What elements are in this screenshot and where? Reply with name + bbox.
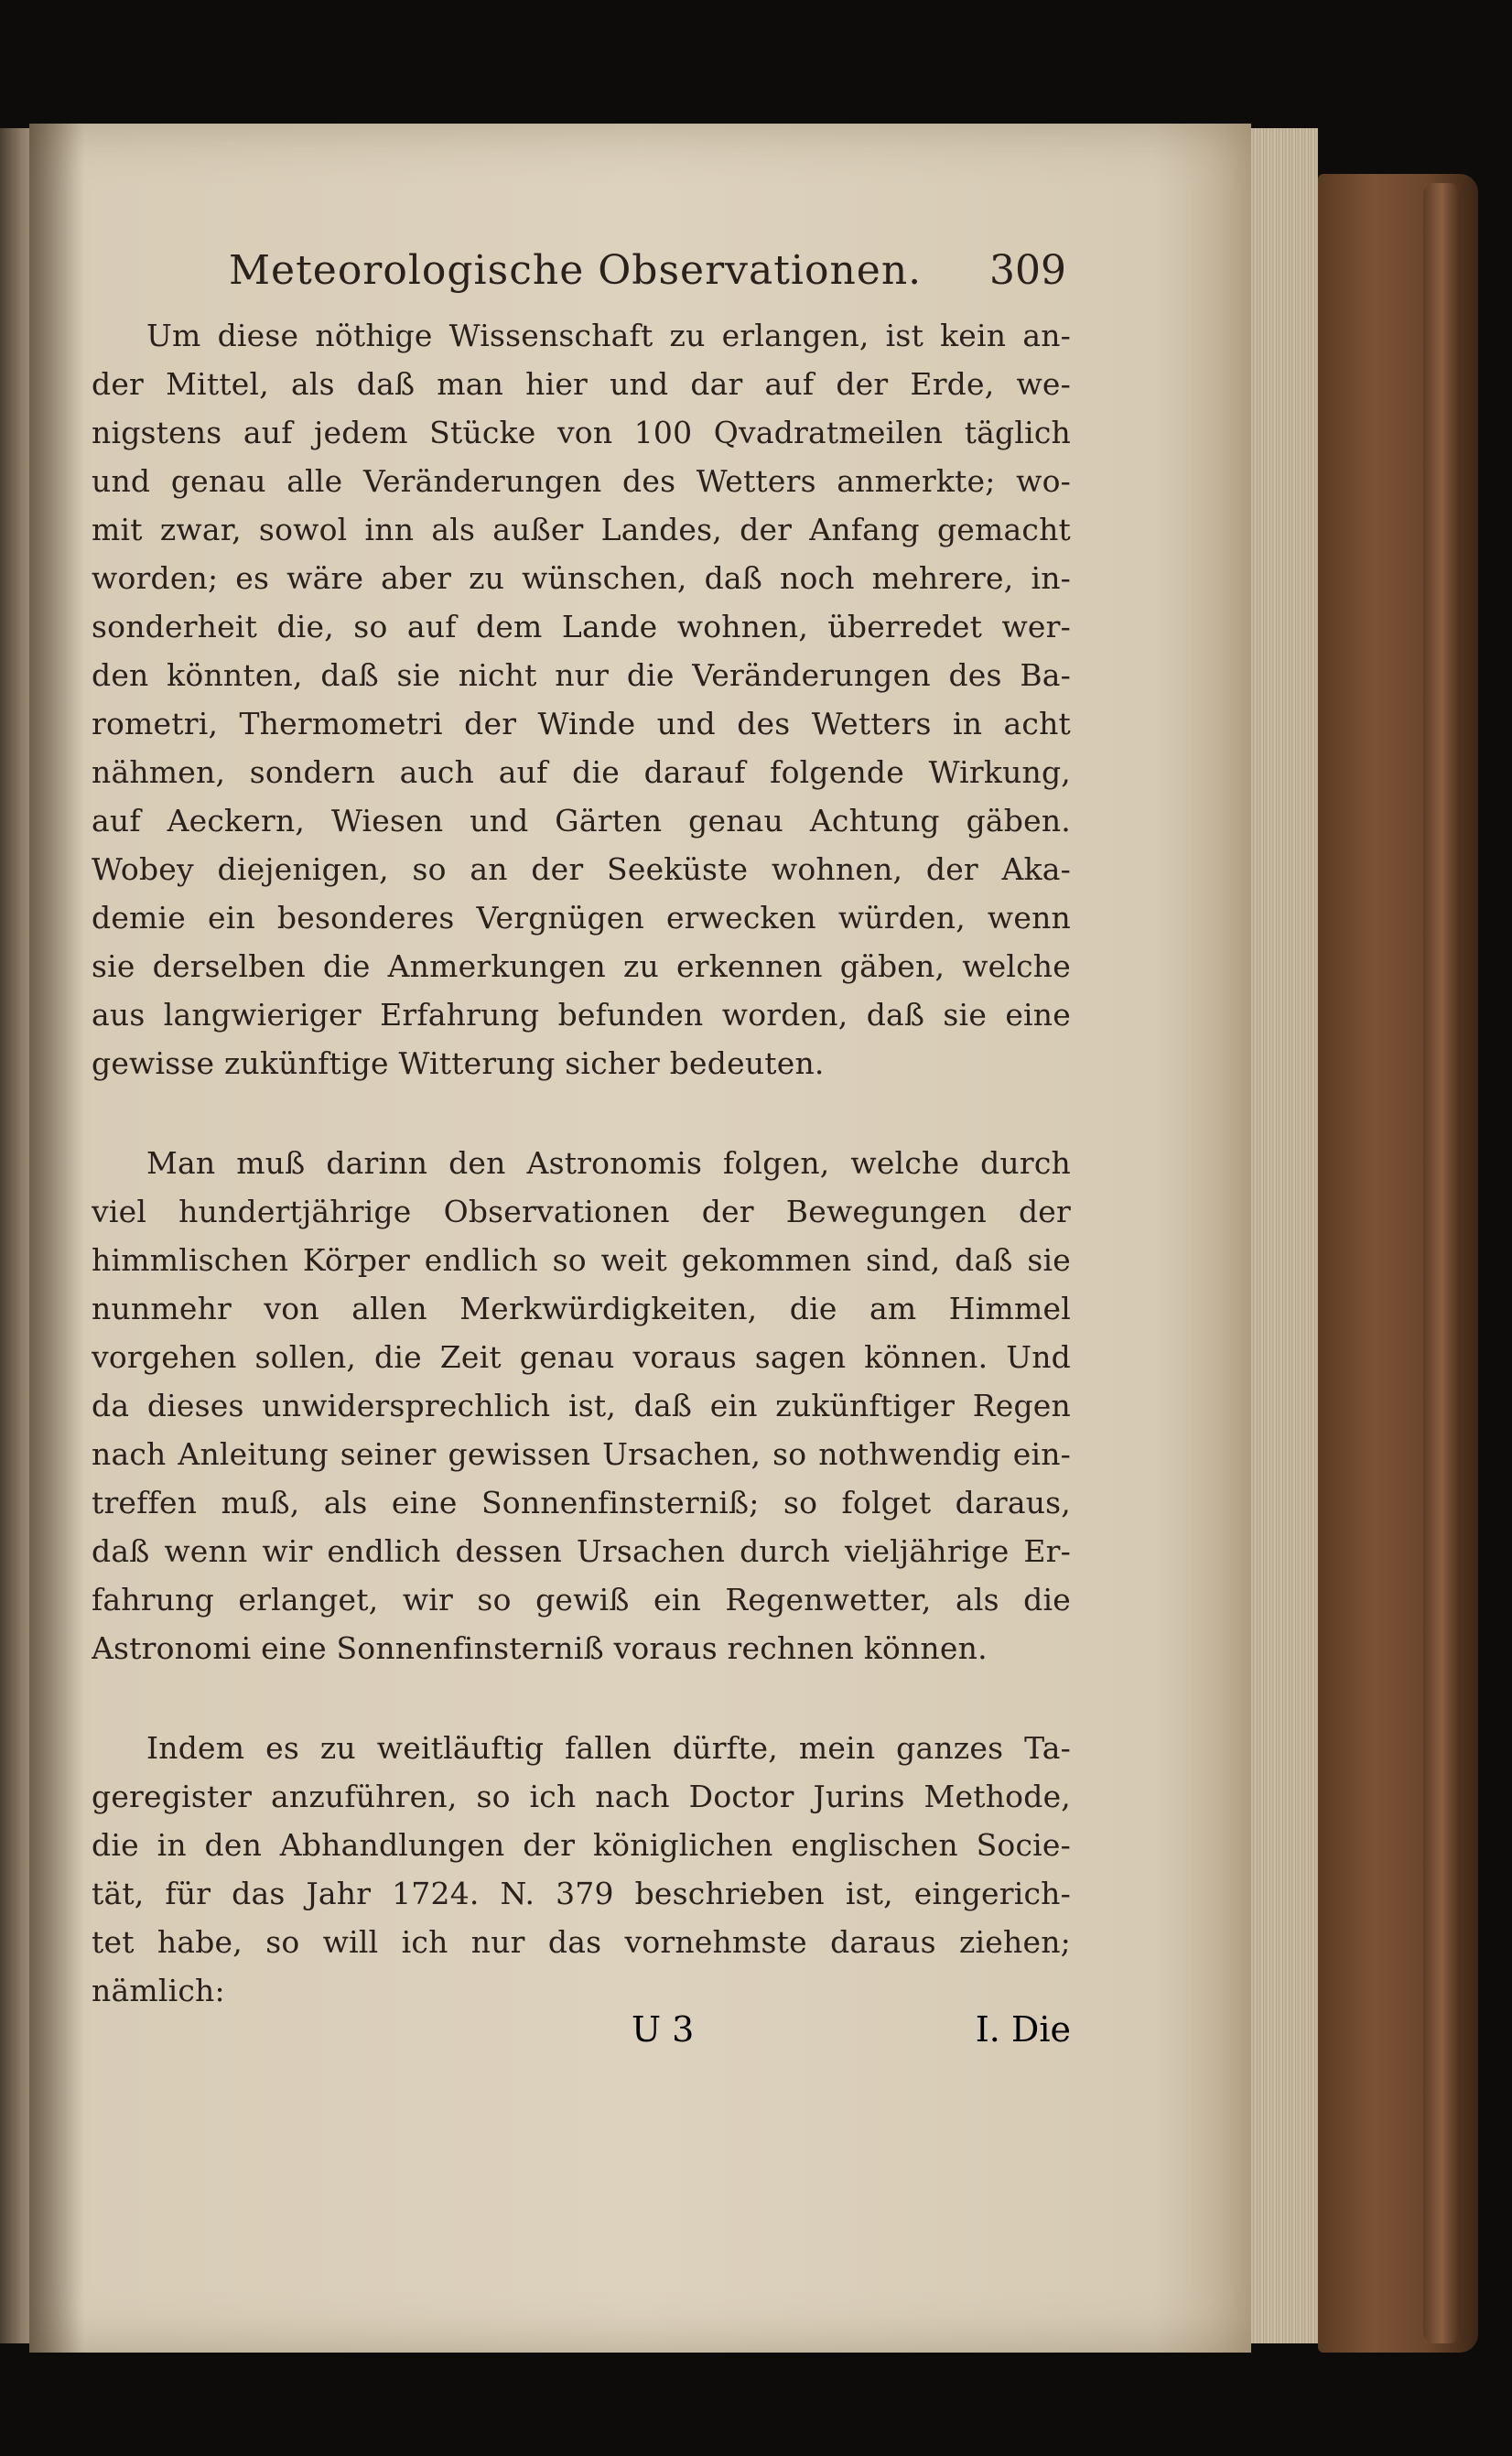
paragraph bbox=[92, 1139, 1071, 1672]
signature-mark: U 3 bbox=[632, 2009, 695, 2050]
page-content bbox=[92, 247, 1071, 2015]
text-line: rometri, Thermometri der Winde und des Wetters in acht bbox=[92, 706, 1071, 741]
body-text bbox=[92, 311, 1071, 2015]
paragraph-gap bbox=[92, 1087, 1071, 1139]
text-line: viel hundertjährige Observationen der Bewegungen der bbox=[92, 1194, 1071, 1229]
paragraph bbox=[92, 311, 1071, 1087]
catchword: I. Die bbox=[975, 2009, 1071, 2050]
text-line: daß wenn wir endlich dessen Ursachen durch vieljährige Er- bbox=[92, 1533, 1071, 1569]
page-footer bbox=[92, 2009, 1071, 2064]
text-line: die in den Abhandlungen der königlichen englischen Socie- bbox=[92, 1827, 1071, 1863]
page-header bbox=[92, 247, 1071, 311]
text-line: geregister anzuführen, so ich nach Doctor Jurins Methode, bbox=[92, 1779, 1071, 1814]
text-line: Wobey diejenigen, so an der Seeküste wohnen, der Aka- bbox=[92, 851, 1071, 887]
text-line: und genau alle Veränderungen des Wetters anmerkte; wo- bbox=[92, 463, 1071, 499]
text-line: Man muß darinn den Astronomis folgen, welche durch bbox=[146, 1145, 1071, 1181]
text-line: gewisse zukünftige Witterung sicher bedeuten. bbox=[92, 1045, 825, 1081]
text-line: sonderheit die, so auf dem Lande wohnen, überredet wer- bbox=[92, 609, 1071, 644]
page-gutter-shadow bbox=[29, 124, 84, 2353]
text-line: der Mittel, als daß man hier und dar auf der Erde, we- bbox=[92, 366, 1071, 402]
paragraph bbox=[92, 1724, 1071, 2015]
text-line: nämlich: bbox=[92, 1973, 225, 2008]
page-number: 309 bbox=[989, 247, 1066, 294]
text-line: fahrung erlanget, wir so gewiß ein Regenwetter, als die bbox=[92, 1582, 1071, 1617]
text-line: worden; es wäre aber zu wünschen, daß noch mehrere, in- bbox=[92, 560, 1071, 596]
text-line: demie ein besonderes Vergnügen erwecken würden, wenn bbox=[92, 900, 1071, 936]
text-line: da dieses unwidersprechlich ist, daß ein zukünftiger Regen bbox=[92, 1388, 1071, 1423]
text-line: Astronomi eine Sonnenfinsterniß voraus rechnen können. bbox=[92, 1630, 988, 1666]
text-line: nach Anleitung seiner gewissen Ursachen, so nothwendig ein- bbox=[92, 1436, 1071, 1472]
text-line: nähmen, sondern auch auf die darauf folgende Wirkung, bbox=[92, 754, 1071, 790]
text-line: himmlischen Körper endlich so weit gekommen sind, daß sie bbox=[92, 1242, 1071, 1278]
text-line: Um diese nöthige Wissenschaft zu erlangen, ist kein an- bbox=[146, 318, 1071, 353]
book-cover-edge bbox=[1423, 183, 1460, 2343]
text-line: treffen muß, als eine Sonnenfinsterniß; so folget daraus, bbox=[92, 1485, 1071, 1520]
text-line: sie derselben die Anmerkungen zu erkennen gäben, welche bbox=[92, 948, 1071, 984]
text-line: mit zwar, sowol inn als außer Landes, der Anfang gemacht bbox=[92, 512, 1071, 547]
text-line: tät, für das Jahr 1724. N. 379 beschrieben ist, eingerich- bbox=[92, 1876, 1071, 1911]
paragraph-gap bbox=[92, 1672, 1071, 1724]
page-stack-edges bbox=[1245, 128, 1318, 2343]
text-line: nunmehr von allen Merkwürdigkeiten, die am Himmel bbox=[92, 1291, 1071, 1326]
text-line: auf Aeckern, Wiesen und Gärten genau Achtung gäben. bbox=[92, 803, 1071, 839]
text-line: vorgehen sollen, die Zeit genau voraus sagen können. Und bbox=[92, 1339, 1071, 1375]
text-line: Indem es zu weitläuftig fallen dürfte, mein ganzes Ta- bbox=[146, 1730, 1071, 1766]
text-line: nigstens auf jedem Stücke von 100 Qvadratmeilen täglich bbox=[92, 415, 1071, 450]
text-line: aus langwieriger Erfahrung befunden worden, daß sie eine bbox=[92, 997, 1071, 1033]
running-title: Meteorologische Observationen. bbox=[229, 247, 923, 294]
text-line: den könnten, daß sie nicht nur die Veränderungen des Ba- bbox=[92, 657, 1071, 693]
text-line: tet habe, so will ich nur das vornehmste daraus ziehen; bbox=[92, 1924, 1071, 1960]
